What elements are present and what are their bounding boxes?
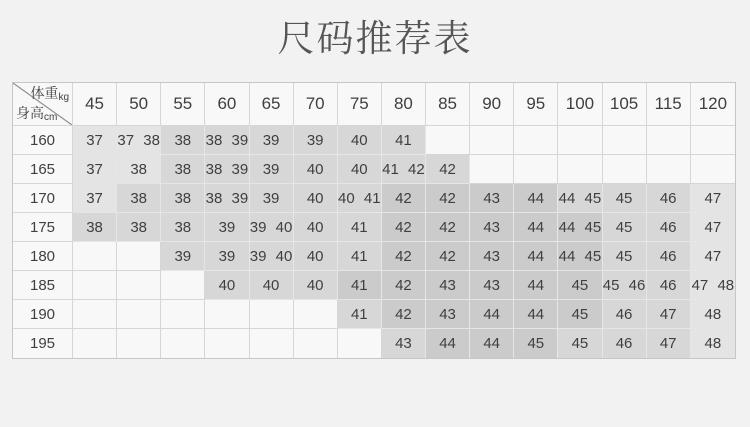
height-unit: cm: [44, 112, 58, 123]
size-cell: 42: [382, 271, 426, 300]
size-cell: 40: [338, 155, 382, 184]
size-cell: 43: [470, 242, 514, 271]
column-header-weight: 95: [514, 83, 558, 126]
size-cell: 38: [161, 126, 205, 155]
size-cell: 41: [382, 126, 426, 155]
size-cell: 37: [73, 184, 117, 213]
size-cell: [514, 155, 558, 184]
size-cell: 37: [73, 155, 117, 184]
size-cell: 47: [691, 242, 735, 271]
column-header-weight: 50: [117, 83, 161, 126]
size-cell: 40 41: [338, 184, 382, 213]
size-cell: [205, 300, 249, 329]
column-header-weight: 85: [426, 83, 470, 126]
size-cell: 47: [647, 329, 691, 358]
size-cell: [647, 126, 691, 155]
table-row: [13, 300, 735, 329]
size-cell: 44 45: [558, 184, 602, 213]
size-cell: 39: [205, 242, 249, 271]
size-table-body: [13, 126, 735, 358]
size-cell: 39: [161, 242, 205, 271]
size-cell: 42: [382, 242, 426, 271]
size-cell: 44: [470, 329, 514, 358]
size-cell: 45: [514, 329, 558, 358]
size-cell: 45: [603, 242, 647, 271]
row-header-height: 180: [13, 242, 73, 271]
size-cell: 44: [514, 213, 558, 242]
size-cell: [117, 329, 161, 358]
table-row: [13, 242, 735, 271]
size-cell: 39: [250, 184, 294, 213]
size-cell: 41: [338, 271, 382, 300]
size-cell: 39 40: [250, 213, 294, 242]
size-cell: 40: [294, 242, 338, 271]
size-cell: [161, 300, 205, 329]
size-cell: 46: [647, 271, 691, 300]
size-cell: [470, 126, 514, 155]
size-cell: 46: [647, 242, 691, 271]
size-cell: 46: [647, 184, 691, 213]
table-row: [13, 126, 735, 155]
size-cell: 39: [250, 126, 294, 155]
size-cell: 46: [647, 213, 691, 242]
size-cell: 42: [426, 155, 470, 184]
size-cell: 44: [426, 329, 470, 358]
row-header-height: 185: [13, 271, 73, 300]
size-cell: 43: [382, 329, 426, 358]
size-cell: [603, 126, 647, 155]
size-cell: 37 38: [117, 126, 161, 155]
size-cell: 41: [338, 300, 382, 329]
size-cell: 38: [117, 155, 161, 184]
size-cell: 38: [73, 213, 117, 242]
size-cell: [205, 329, 249, 358]
row-header-height: 195: [13, 329, 73, 358]
size-cell: 39: [250, 155, 294, 184]
size-cell: 39: [205, 213, 249, 242]
column-header-weight: 105: [603, 83, 647, 126]
page-title: 尺码推荐表: [277, 18, 473, 59]
size-cell: 46: [603, 300, 647, 329]
size-cell: [294, 300, 338, 329]
header-row: [13, 83, 735, 126]
size-cell: 38: [161, 213, 205, 242]
row-header-height: 170: [13, 184, 73, 213]
size-cell: [73, 271, 117, 300]
column-header-weight: 120: [691, 83, 735, 126]
weight-unit: kg: [58, 92, 69, 103]
size-cell: 42: [382, 213, 426, 242]
size-cell: 40: [294, 213, 338, 242]
column-header-weight: 55: [161, 83, 205, 126]
column-header-weight: 90: [470, 83, 514, 126]
size-cell: 43: [470, 184, 514, 213]
row-header-height: 160: [13, 126, 73, 155]
size-cell: 48: [691, 300, 735, 329]
size-cell: 44 45: [558, 242, 602, 271]
size-cell: 44: [514, 184, 558, 213]
size-cell: [250, 329, 294, 358]
size-cell: 38 39: [205, 155, 249, 184]
row-header-height: 165: [13, 155, 73, 184]
size-cell: [603, 155, 647, 184]
size-cell: 45 46: [603, 271, 647, 300]
column-header-weight: 80: [382, 83, 426, 126]
corner-height-label: 身高cm: [16, 105, 58, 123]
size-cell: [647, 155, 691, 184]
table-row: [13, 271, 735, 300]
size-cell: [250, 300, 294, 329]
size-cell: 43: [426, 271, 470, 300]
size-cell: 40: [338, 126, 382, 155]
size-cell: 40: [250, 271, 294, 300]
size-cell: [470, 155, 514, 184]
column-header-weight: 115: [647, 83, 691, 126]
size-cell: 44: [514, 242, 558, 271]
table-row: [13, 213, 735, 242]
column-header-weight: 70: [294, 83, 338, 126]
size-cell: 39 40: [250, 242, 294, 271]
corner-cell: [13, 83, 73, 126]
size-cell: [73, 300, 117, 329]
size-cell: [514, 126, 558, 155]
size-cell: 43: [470, 213, 514, 242]
column-header-weight: 60: [205, 83, 249, 126]
size-cell: 38: [161, 184, 205, 213]
size-cell: 38: [117, 213, 161, 242]
size-cell: 47: [647, 300, 691, 329]
size-cell: 44: [514, 271, 558, 300]
size-cell: 41 42: [382, 155, 426, 184]
size-cell: 38: [117, 184, 161, 213]
size-cell: 44: [470, 300, 514, 329]
size-cell: 46: [603, 329, 647, 358]
size-cell: 43: [470, 271, 514, 300]
size-cell: 44: [514, 300, 558, 329]
size-cell: 41: [338, 242, 382, 271]
size-cell: 45: [558, 300, 602, 329]
column-header-weight: 100: [558, 83, 602, 126]
size-cell: 45: [603, 184, 647, 213]
table-row: [13, 184, 735, 213]
column-header-weight: 75: [338, 83, 382, 126]
table-row: [13, 329, 735, 358]
column-header-weight: 45: [73, 83, 117, 126]
row-header-height: 175: [13, 213, 73, 242]
size-cell: 40: [294, 184, 338, 213]
size-cell: 48: [691, 329, 735, 358]
size-cell: 42: [426, 184, 470, 213]
size-cell: 42: [382, 184, 426, 213]
size-cell: 44 45: [558, 213, 602, 242]
size-cell: [294, 329, 338, 358]
size-cell: 42: [426, 213, 470, 242]
size-cell: [117, 271, 161, 300]
size-cell: 41: [338, 213, 382, 242]
size-cell: 45: [558, 329, 602, 358]
size-cell: [161, 271, 205, 300]
size-cell: 43: [426, 300, 470, 329]
size-cell: 39: [294, 126, 338, 155]
size-cell: [691, 155, 735, 184]
size-cell: [338, 329, 382, 358]
size-cell: [161, 329, 205, 358]
size-cell: 40: [294, 271, 338, 300]
size-cell: 38 39: [205, 126, 249, 155]
corner-weight-label: 体重kg: [30, 85, 69, 103]
size-cell: [558, 126, 602, 155]
size-cell: 40: [294, 155, 338, 184]
size-cell: [117, 300, 161, 329]
size-cell: 47: [691, 213, 735, 242]
size-cell: 45: [558, 271, 602, 300]
size-cell: 38 39: [205, 184, 249, 213]
table-row: [13, 155, 735, 184]
row-header-height: 190: [13, 300, 73, 329]
size-cell: [73, 242, 117, 271]
size-cell: 47 48: [691, 271, 735, 300]
size-recommendation-table: [12, 82, 736, 359]
size-cell: 42: [426, 242, 470, 271]
column-header-weight: 65: [250, 83, 294, 126]
size-cell: [691, 126, 735, 155]
size-cell: 37: [73, 126, 117, 155]
size-cell: [426, 126, 470, 155]
size-cell: 40: [205, 271, 249, 300]
size-cell: 47: [691, 184, 735, 213]
size-cell: 38: [161, 155, 205, 184]
size-cell: 42: [382, 300, 426, 329]
size-cell: [117, 242, 161, 271]
size-cell: 45: [603, 213, 647, 242]
size-cell: [73, 329, 117, 358]
size-cell: [558, 155, 602, 184]
